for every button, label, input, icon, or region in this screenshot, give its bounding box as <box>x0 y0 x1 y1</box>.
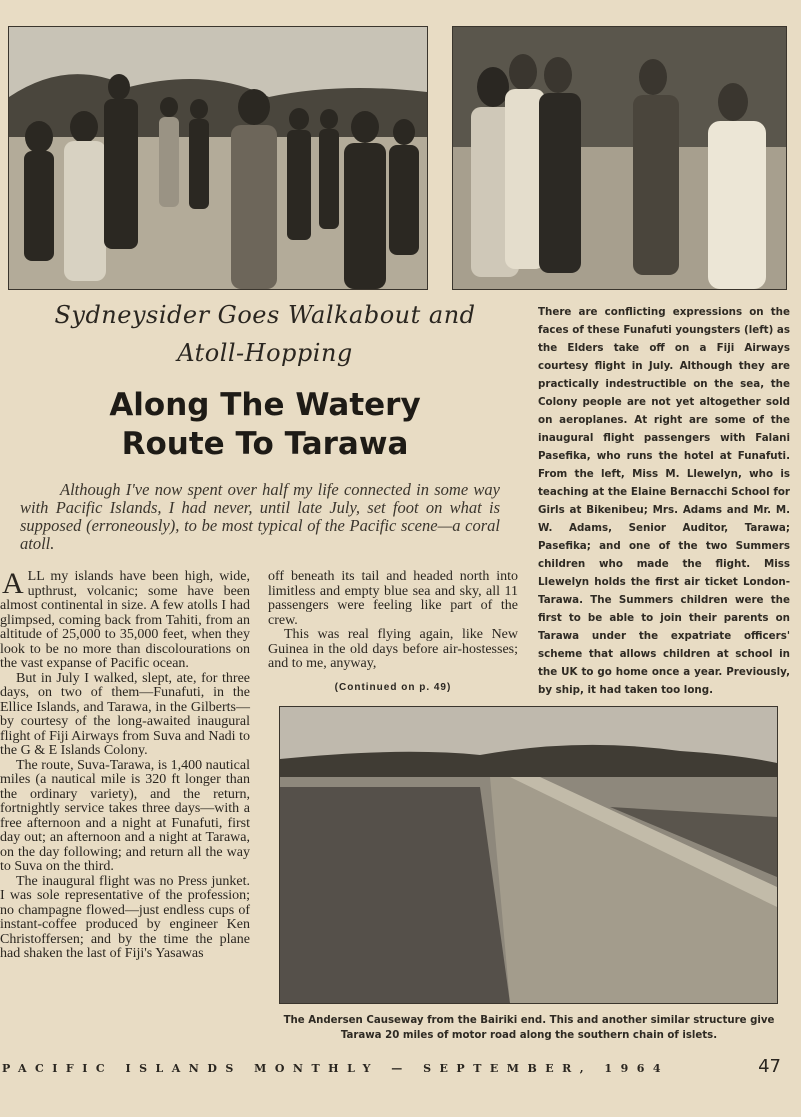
photo-causeway-image <box>280 707 777 1003</box>
intro-paragraph: Although I've now spent over half my life connected in some way with Pacific Islands, I had never, until late July, set foot on what is supposed (erroneously), to be most typical of the Pacific scene—a coral atoll. <box>20 480 500 553</box>
photo-inaugural-passengers <box>452 26 787 290</box>
body-paragraph-5: off beneath its tail and headed north into limitless and empty blue sea and sky, all 11 passengers were feeling like part of the crew. <box>268 569 518 628</box>
photo-andersen-causeway <box>279 706 778 1004</box>
headline-line-2: Route To Tarawa <box>121 426 409 462</box>
body-paragraph-1-text: LL my islands have been high, wide, upthrust, volcanic; some have been almost continental in size. A few atolls I had glimpsed, coming back from Tahiti, from an altitude of 25,000 to 35,000 feet, when they look to be no more than discolourations on the vast expanse of Pacific ocean. <box>0 569 250 671</box>
caption-causeway: The Andersen Causeway from the Bairiki end. This and another similar structure give Tarawa 20 miles of motor road along the southern chain of islets. <box>283 1015 775 1041</box>
body-paragraph-1 <box>0 567 250 672</box>
drop-cap: A <box>2 567 24 600</box>
body-column-2 <box>268 570 518 672</box>
kicker-line-2: Atoll-Hopping <box>177 339 353 367</box>
photo-funafuti-youngsters <box>8 26 428 290</box>
kicker-line-1: Sydneysider Goes Walkabout and <box>54 301 476 329</box>
page-footer <box>0 1056 801 1086</box>
continued-link[interactable]: (Continued on p. 49) <box>334 682 452 693</box>
body-paragraph-2: But in July I walked, slept, ate, for three days, on two of them—Funafuti, in the Ellice Islands, and Tarawa, in the Gilberts—by courtesy of the long-awaited inaugural flight of Fiji Airways from Suva and Nadi to the G & E Islands Colony. <box>0 670 250 758</box>
page-number: 47 <box>758 1056 781 1077</box>
body-paragraph-3: The route, Suva-Tarawa, is 1,400 nautical miles (a nautical mile is 320 ft longer than the ordinary variety), and the return, fortnightly service takes three days—with a free afternoon and a night at Funafuti, first day out; an afternoon and a night at Tarawa, on the day following; and return all the way to Suva on the third. <box>0 757 250 874</box>
headline <box>40 386 490 464</box>
photo-passengers-image <box>453 27 786 289</box>
kicker <box>30 296 500 372</box>
body-paragraph-6: This was real flying again, like New Guinea in the old days before air-hostesses; and to me, anyway, <box>268 627 518 671</box>
headline-line-1: Along The Watery <box>109 387 421 423</box>
body-paragraph-4: The inaugural flight was no Press junket. I was sole representative of the profession; no champagne flowed—just endless cups of instant-coffee produced by engineer Ken Christoffersen; and by the time the plane had shaken the last of Fiji's Yasawas <box>0 873 250 961</box>
body-column-1 <box>0 567 250 962</box>
caption-top-photos: There are conflicting expressions on the faces of these Funafuti youngsters (left) as the Elders take off on a Fiji Airways courtesy flight in July. Although they are practically indestructible on the sea, the Colony people are not yet altogether sold on aeroplanes. At right are some of the inaugural flight passengers with Falani Pasefika, who runs the hotel at Funafuti. From the left, Miss M. Llewelyn, who is teaching at the Elaine Bernacchi School for Girls at Bikenibeu; Mrs. Adams and Mr. M. W. Adams, Senior Auditor, Tarawa; Pasefika; and one of the two Summers children who made the flight. Miss Llewelyn holds the first air ticket London-Tarawa. The Summers children were the first to be able to join their parents on Tarawa under the expatriate officers' scheme that allows children at school in the UK to go home once a year. Previously, by ship, it had taken too long. <box>538 306 790 696</box>
photo-youngsters-image <box>9 27 427 289</box>
magazine-footer: PACIFIC ISLANDS MONTHLY — SEPTEMBER, 1964 <box>2 1062 670 1075</box>
